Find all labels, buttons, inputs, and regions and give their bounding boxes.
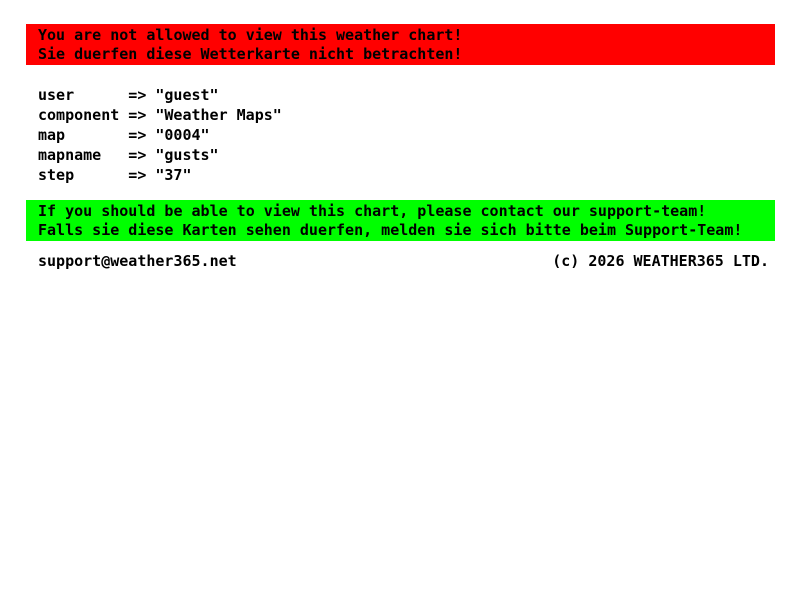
error-page	[0, 24, 800, 600]
detail-value: "guest"	[155, 86, 219, 104]
detail-value: "Weather Maps"	[155, 106, 282, 124]
footer	[26, 251, 775, 271]
detail-row-component	[38, 105, 800, 125]
support-banner-line-de: Falls sie diese Karten sehen duerfen, melden sie sich bitte beim Support-Team!	[38, 220, 743, 239]
arrow-glyph: =>	[128, 106, 147, 124]
error-banner-line-en: You are not allowed to view this weather chart!	[38, 25, 463, 44]
arrow-glyph: =>	[128, 166, 147, 184]
support-banner	[26, 200, 775, 241]
detail-value: "gusts"	[155, 146, 219, 164]
error-banner	[26, 24, 775, 65]
support-email: support@weather365.net	[38, 252, 237, 270]
request-details	[38, 85, 800, 185]
arrow-glyph: =>	[128, 86, 147, 104]
detail-key: map	[38, 126, 66, 144]
detail-key: step	[38, 166, 75, 184]
error-banner-line-de: Sie duerfen diese Wetterkarte nicht betrachten!	[38, 44, 463, 63]
support-banner-line-en: If you should be able to view this chart, please contact our support-team!	[38, 201, 707, 220]
arrow-glyph: =>	[128, 146, 147, 164]
detail-row-map	[38, 125, 800, 145]
detail-value: "37"	[155, 166, 192, 184]
arrow-glyph: =>	[128, 126, 147, 144]
detail-value: "0004"	[155, 126, 210, 144]
detail-key: component	[38, 106, 120, 124]
detail-key: mapname	[38, 146, 102, 164]
detail-row-step	[38, 165, 800, 185]
detail-key: user	[38, 86, 75, 104]
detail-row-user	[38, 85, 800, 105]
copyright-text: (c) 2026 WEATHER365 LTD.	[552, 252, 769, 270]
detail-row-mapname	[38, 145, 800, 165]
